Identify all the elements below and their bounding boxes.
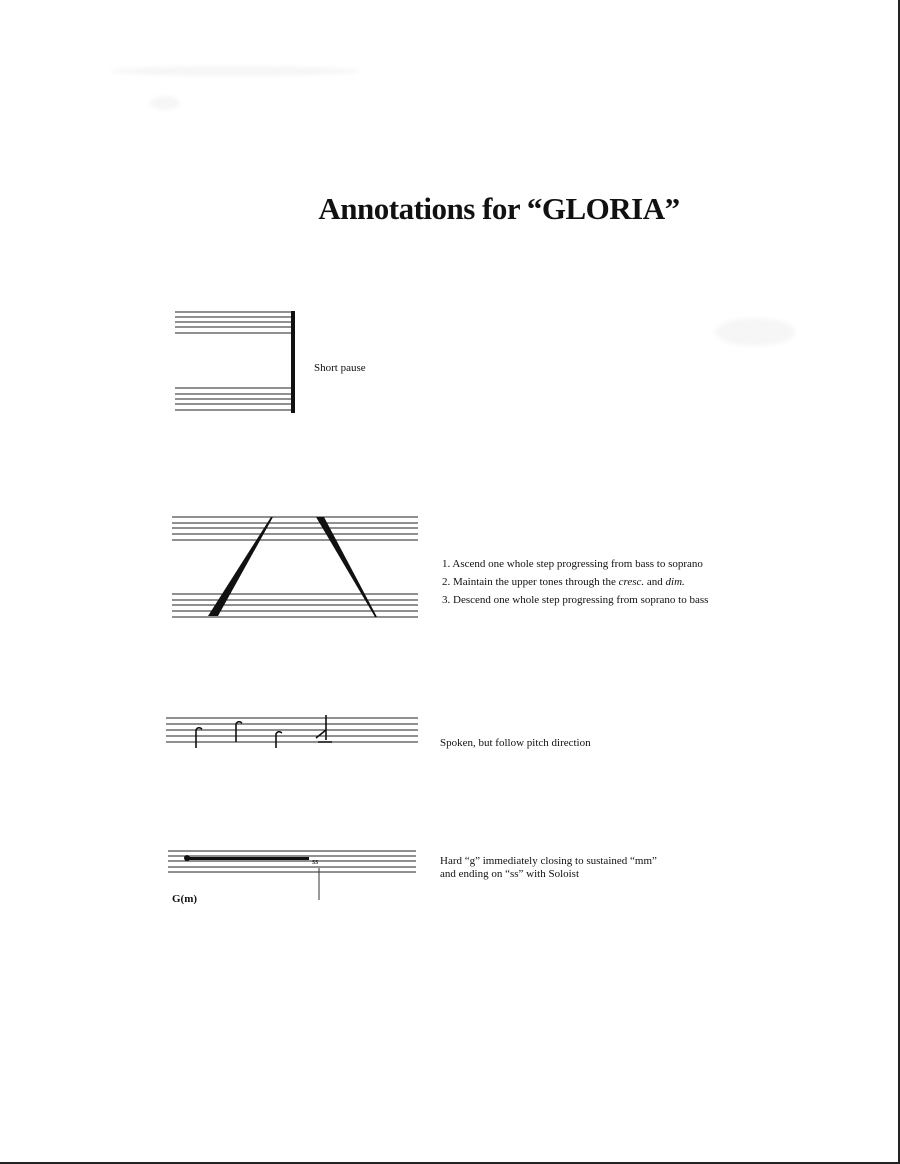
short-pause-text: Short pause	[314, 362, 366, 374]
step-line-1: 1. Ascend one whole step progressing from bass to soprano	[442, 558, 703, 570]
step-line-3: 3. Descend one whole step progressing from soprano to bass	[442, 594, 709, 606]
scan-smudge	[110, 66, 360, 76]
hard-g-line-2: and ending on “ss” with Soloist	[440, 868, 580, 880]
short-pause-symbol	[175, 308, 305, 420]
staff-syllable: ss	[312, 857, 319, 866]
hard-g-line-1: Hard “g” immediately closing to sustained “mm”	[440, 855, 657, 867]
step-progression-text	[442, 555, 708, 609]
scan-smudge	[150, 96, 180, 110]
hard-g-symbol	[168, 846, 423, 901]
step-line-2: 2. Maintain the upper tones through the cresc. and dim.	[442, 576, 685, 588]
spoken-text: Spoken, but follow pitch direction	[440, 737, 591, 749]
staff-label: G(m)	[172, 893, 198, 905]
scan-smudge	[715, 318, 795, 346]
spoken-notes-symbol	[166, 712, 421, 752]
page-title: Annotations for “GLORIA”	[318, 190, 680, 226]
step-progression-symbol	[172, 512, 422, 624]
hard-g-text	[440, 855, 657, 881]
